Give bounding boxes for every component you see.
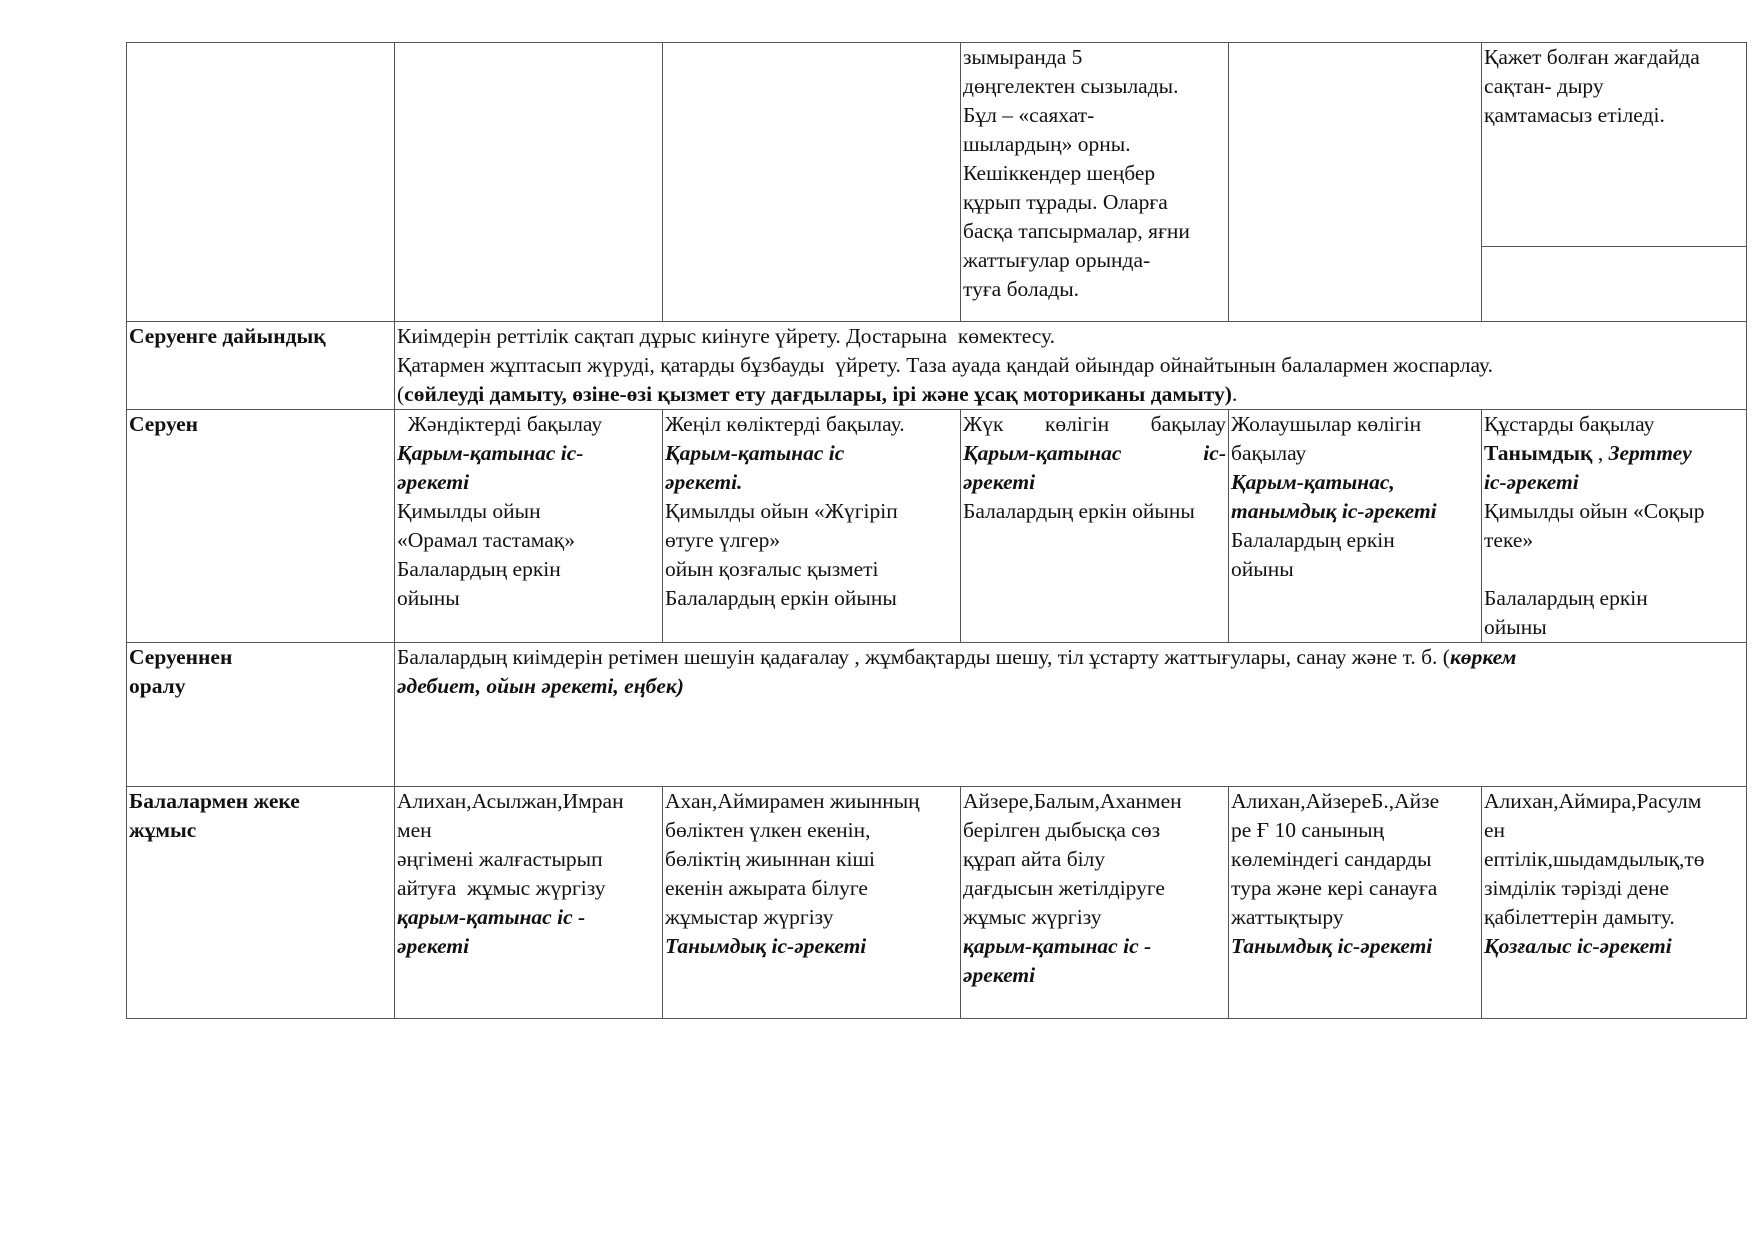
walk-tue <box>663 410 961 643</box>
walk-activity: Қарым-қатынас, <box>1231 470 1395 494</box>
walk-line: ойын қозғалыс қызметі <box>665 557 879 581</box>
walk-line: Балалардың еркін ойыны <box>963 499 1195 523</box>
individual-label <box>127 787 395 1019</box>
walk-activity-sep: , <box>1592 441 1609 465</box>
walk-line: Балалардың еркін <box>1231 528 1395 552</box>
cont-wed-line: шылардың» орны. <box>963 132 1131 156</box>
individual-line: тура және кері санауға <box>1231 876 1438 900</box>
individual-line: әңгімені жалғастырып <box>397 847 603 871</box>
daily-plan-table <box>126 42 1747 1019</box>
individual-activity: Танымдық іс-әрекеті <box>1231 934 1433 958</box>
walk-activity-italic: Зерттеу <box>1608 441 1692 465</box>
prep-content <box>395 322 1747 410</box>
cont-wed-line: Кешіккендер шеңбер <box>963 161 1156 185</box>
individual-line: зімділік тәрізді дене <box>1484 876 1670 900</box>
cont-fri-line: сақтан- дыру <box>1484 74 1604 98</box>
walk-observation: Жәндіктерді бақылау <box>397 412 603 436</box>
individual-line: Айзере,Балым,Аханмен <box>963 789 1182 813</box>
individual-line: жұмыстар жүргізу <box>665 905 834 929</box>
return-areas: көркем <box>1449 645 1517 669</box>
walk-line: ойыны <box>1231 557 1294 581</box>
individual-activity: Қозғалыс іс-әрекеті <box>1484 934 1672 958</box>
walk-observation: Жүк көлігін бақылау <box>963 412 1226 436</box>
continuation-row <box>127 43 1747 322</box>
individual-line: Алихан,АйзереБ.,Айзе <box>1231 789 1440 813</box>
individual-line: көлеміндегі сандарды <box>1231 847 1432 871</box>
individual-line: мен <box>397 818 432 842</box>
cont-cell-label <box>127 43 395 322</box>
walk-observation: Жолаушылар көлігін <box>1231 412 1422 436</box>
cont-wed-line: басқа тапсырмалар, яғни <box>963 219 1190 243</box>
individual-line: Ахан,Аймирамен жиынның <box>665 789 920 813</box>
walk-line: Қимылды ойын «Жүгіріп <box>665 499 898 523</box>
walk-row <box>127 410 1747 643</box>
return-row <box>127 643 1747 787</box>
return-label <box>127 643 395 787</box>
individual-line: ре Ғ 10 санының <box>1231 818 1385 842</box>
individual-wed <box>961 787 1229 1019</box>
walk-label: Серуен <box>127 410 395 643</box>
walk-activity: танымдық іс-әрекеті <box>1231 499 1437 523</box>
prep-row <box>127 322 1747 410</box>
walk-line: «Орамал тастамақ» <box>397 528 576 552</box>
walk-fri <box>1482 410 1747 643</box>
walk-line: теке» <box>1484 528 1534 552</box>
individual-line: Алихан,Асылжан,Имран <box>397 789 624 813</box>
cont-wed-line: туға болады. <box>963 277 1080 301</box>
cont-fri-top <box>1482 43 1746 247</box>
individual-activity: қарым-қатынас іс - <box>963 934 1152 958</box>
walk-thu <box>1229 410 1482 643</box>
cont-wed-line: Бұл – «саяхат- <box>963 103 1095 127</box>
prep-line <box>397 380 1744 409</box>
individual-line: жаттықтыру <box>1231 905 1344 929</box>
individual-line: дағдысын жетілдіруге <box>963 876 1165 900</box>
individual-line: екенін ажырата білуге <box>665 876 868 900</box>
walk-line: өтуге үлгер» <box>665 528 781 552</box>
individual-line: ептілік,шыдамдылық,тө <box>1484 847 1705 871</box>
individual-line: ен <box>1484 818 1506 842</box>
cont-cell-wed <box>961 43 1229 322</box>
individual-line: бөліктің жиыннан кіші <box>665 847 875 871</box>
individual-thu <box>1229 787 1482 1019</box>
cont-wed-line: дөңгелектен сызылады. <box>963 74 1179 98</box>
walk-activity: Қарым-қатынас іс- <box>963 441 1226 465</box>
individual-row <box>127 787 1747 1019</box>
individual-line: айтуға жұмыс жүргізу <box>397 876 606 900</box>
individual-activity: әрекеті <box>397 934 470 958</box>
individual-label-line: жұмыс <box>129 818 197 842</box>
walk-activity-bold: Танымдық <box>1484 441 1593 465</box>
return-label-line: оралу <box>129 674 186 698</box>
cont-fri-line: Қажет болған жағдайда <box>1484 45 1700 69</box>
walk-observation: Жеңіл көліктерді бақылау. <box>665 412 905 436</box>
walk-gap <box>1484 555 1744 584</box>
cont-cell-fri <box>1482 43 1747 322</box>
period: . <box>1231 382 1238 406</box>
walk-activity: әрекеті <box>963 470 1036 494</box>
walk-activity: Қарым-қатынас іс <box>665 441 845 465</box>
walk-mon <box>395 410 663 643</box>
walk-wed <box>961 410 1229 643</box>
cont-wed-line: зымыранда 5 <box>963 45 1083 69</box>
cont-wed-line: жаттығулар орында- <box>963 248 1151 272</box>
walk-line: ойыны <box>1484 615 1547 639</box>
return-content <box>395 643 1747 787</box>
individual-fri <box>1482 787 1747 1019</box>
cont-fri-line: қамтамасыз етіледі. <box>1484 103 1665 127</box>
individual-line: берілген дыбысқа сөз <box>963 818 1161 842</box>
prep-skills: сөйлеуді дамыту, өзіне-өзі қызмет ету дағдылары, ірі және ұсақ моториканы дамыту) <box>404 382 1232 406</box>
individual-activity: қарым-қатынас іс - <box>397 905 586 929</box>
return-areas: әдебиет, ойын әрекеті, еңбек) <box>397 674 684 698</box>
cont-cell-thu <box>1229 43 1482 322</box>
walk-observation: бақылау <box>1231 441 1307 465</box>
walk-line: Балалардың еркін ойыны <box>665 586 897 610</box>
cont-cell-mon <box>395 43 663 322</box>
walk-activity: Қарым-қатынас іс- <box>397 441 584 465</box>
walk-line: Қимылды ойын <box>397 499 541 523</box>
walk-activity: әрекеті <box>397 470 470 494</box>
individual-line: жұмыс жүргізу <box>963 905 1102 929</box>
individual-line: бөліктен үлкен екенін, <box>665 818 871 842</box>
prep-line: Қатармен жұптасып жүруді, қатарды бұзбауды үйрету. Таза ауада қандай ойындар ойнайтынын балалармен жоспарлау. <box>397 353 1493 377</box>
walk-activity: іс-әрекеті <box>1484 470 1579 494</box>
walk-observation: Құстарды бақылау <box>1484 412 1655 436</box>
walk-activity: әрекеті. <box>665 470 743 494</box>
individual-label-line: Балалармен жеке <box>129 789 300 813</box>
individual-activity: әрекеті <box>963 963 1036 987</box>
individual-mon <box>395 787 663 1019</box>
walk-line: Балалардың еркін <box>397 557 561 581</box>
walk-line: ойыны <box>397 586 460 610</box>
cont-cell-tue <box>663 43 961 322</box>
return-text: Балалардың киімдерін ретімен шешуін қадағалау , жұмбақтарды шешу, тіл ұстарту жаттығулары, санау және т. б. ( <box>397 645 1450 669</box>
return-label-line: Серуеннен <box>129 645 233 669</box>
individual-activity: Танымдық іс-әрекеті <box>665 934 867 958</box>
individual-line: қабілеттерін дамыту. <box>1484 905 1675 929</box>
cont-wed-line: құрып тұрады. Оларға <box>963 190 1168 214</box>
walk-activity <box>1484 439 1744 468</box>
paren: ( <box>397 382 405 406</box>
prep-label: Серуенге дайындық <box>127 322 395 410</box>
individual-line: құрап айта білу <box>963 847 1106 871</box>
prep-line: Киімдерін реттілік сақтап дұрыс киінуге үйрету. Достарына көмектесу. <box>397 324 1056 348</box>
individual-line: Алихан,Аймира,Расулм <box>1484 789 1702 813</box>
walk-line: Қимылды ойын «Соқыр <box>1484 499 1705 523</box>
walk-line: Балалардың еркін <box>1484 586 1648 610</box>
individual-tue <box>663 787 961 1019</box>
